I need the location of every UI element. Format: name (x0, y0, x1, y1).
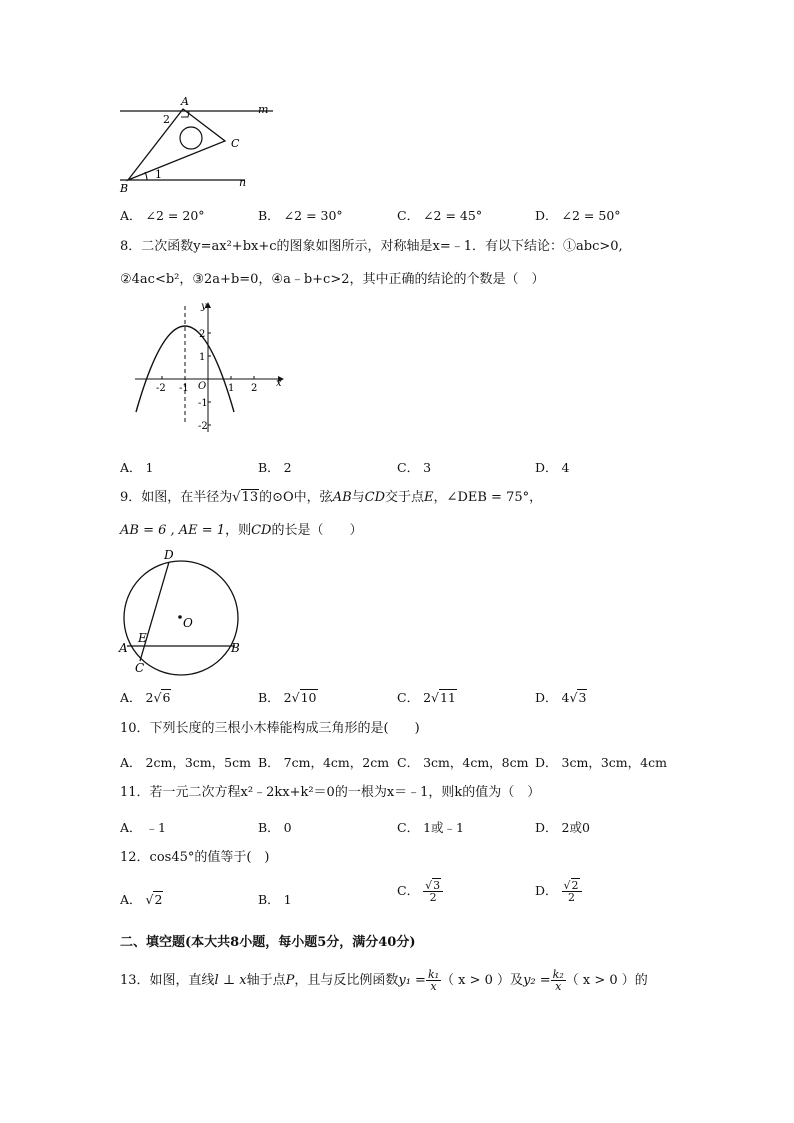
q13-stem: 13．如图，直线l ⊥ x轴于点P，且与反比例函数y₁ = $\frac{\text{k₁}}{x}$ （ x > 0 ）及y₂ = $\frac{\text{k₂}}{x}$ （ x > 0 ）的 (120, 968, 648, 993)
q9-option-d[interactable]: D． 4√3 (535, 690, 587, 705)
q8-ytick-neg1: -1 (198, 398, 208, 409)
q8-x-axis-label: x (276, 378, 282, 389)
q7-label-angle1: 1 (155, 168, 162, 181)
q9-label-C: C (135, 661, 145, 675)
q12-option-d[interactable]: D． $\frac{√2}{2}$ (535, 880, 582, 903)
q11-option-b[interactable]: B． 0 (258, 820, 292, 835)
q8-ytick-2: 2 (199, 329, 206, 340)
q8-option-b[interactable]: B． 2 (258, 460, 292, 475)
q7-label-m: m (258, 103, 269, 116)
q10-option-c[interactable]: C． 3cm，4cm，8cm (397, 755, 529, 770)
q12-stem: 12．cos45°的值等于( ) (120, 850, 270, 865)
q10-option-b[interactable]: B． 7cm，4cm，2cm (258, 755, 390, 770)
q8-option-a[interactable]: A． 1 (120, 460, 154, 475)
q8-stem-line2: ②4ac<b²，③2a+b=0，④a﹣b+c>2，其中正确的结论的个数是（ ） (120, 272, 545, 287)
q7-option-d[interactable]: D． ∠2 = 50° (535, 208, 621, 223)
q8-option-d[interactable]: D． 4 (535, 460, 570, 475)
q7-label-A: A (181, 95, 189, 108)
q8-xtick-1: 1 (228, 383, 235, 394)
q10-option-d[interactable]: D． 3cm，3cm，4cm (535, 755, 667, 770)
q11-stem: 11．若一元二次方程x²﹣2kx+k²＝0的一根为x＝﹣1，则k的值为（ ） (120, 785, 541, 800)
q8-xtick-neg1: -1 (179, 383, 189, 394)
q8-xtick-neg2: -2 (156, 383, 166, 394)
q8-y-axis-label: y (201, 301, 207, 312)
q9-stem-line1: 9．如图，在半径为√13的⊙O中，弦AB与CD交于点E，∠DEB = 75°， (120, 490, 543, 505)
q8-ytick-1: 1 (199, 352, 206, 363)
q8-stem-line1: 8．二次函数y=ax²+bx+c的图象如图所示，对称轴是x=﹣1．有以下结论：①abc>0, (120, 239, 623, 254)
q7-label-n: n (239, 176, 247, 189)
q12-option-c[interactable]: C． $\frac{√3}{2}$ (397, 880, 443, 903)
q11-option-a[interactable]: A． ﹣1 (120, 820, 166, 835)
q9-stem-line2: AB = 6 , AE = 1，则CD的长是（ ） (120, 523, 363, 538)
q9-label-B: B (231, 641, 240, 655)
q9-option-c[interactable]: C． 2√11 (397, 690, 456, 705)
q10-option-a[interactable]: A． 2cm，3cm，5cm (120, 755, 251, 770)
q9-sqrt13: √13 (232, 490, 259, 505)
q7-option-c[interactable]: C． ∠2 = 45° (397, 208, 483, 223)
q11-option-d[interactable]: D． 2或0 (535, 820, 590, 835)
q10-stem: 10．下列长度的三根小木棒能构成三角形的是( ) (120, 721, 420, 736)
q7-label-C: C (231, 137, 240, 150)
q9-circle-figure (115, 548, 250, 678)
q9-label-E: E (138, 631, 147, 645)
q7-label-B: B (120, 182, 129, 195)
q12-option-b[interactable]: B． 1 (258, 892, 292, 907)
section-heading-fill-in: 二、填空题(本大共8小题，每小题5分，满分40分) (120, 935, 416, 950)
q7-option-b[interactable]: B． ∠2 = 30° (258, 208, 343, 223)
q8-option-c[interactable]: C． 3 (397, 460, 432, 475)
q9-label-A: A (119, 641, 128, 655)
q8-origin-label: O (198, 381, 207, 392)
q7-label-angle2: 2 (163, 113, 170, 126)
q8-parabola-graph (130, 300, 290, 440)
q9-option-b[interactable]: B． 2√10 (258, 690, 317, 705)
q9-label-O: O (183, 616, 193, 630)
q8-xtick-2: 2 (251, 383, 258, 394)
q7-figure (115, 95, 275, 195)
q9-label-D: D (164, 548, 174, 562)
q9-option-a[interactable]: A． 2√6 (120, 690, 171, 705)
q11-option-c[interactable]: C． 1或﹣1 (397, 820, 464, 835)
q7-option-a[interactable]: A． ∠2 = 20° (120, 208, 205, 223)
q8-ytick-neg2: -2 (198, 421, 208, 432)
q12-option-a[interactable]: A． √2 (120, 892, 163, 907)
